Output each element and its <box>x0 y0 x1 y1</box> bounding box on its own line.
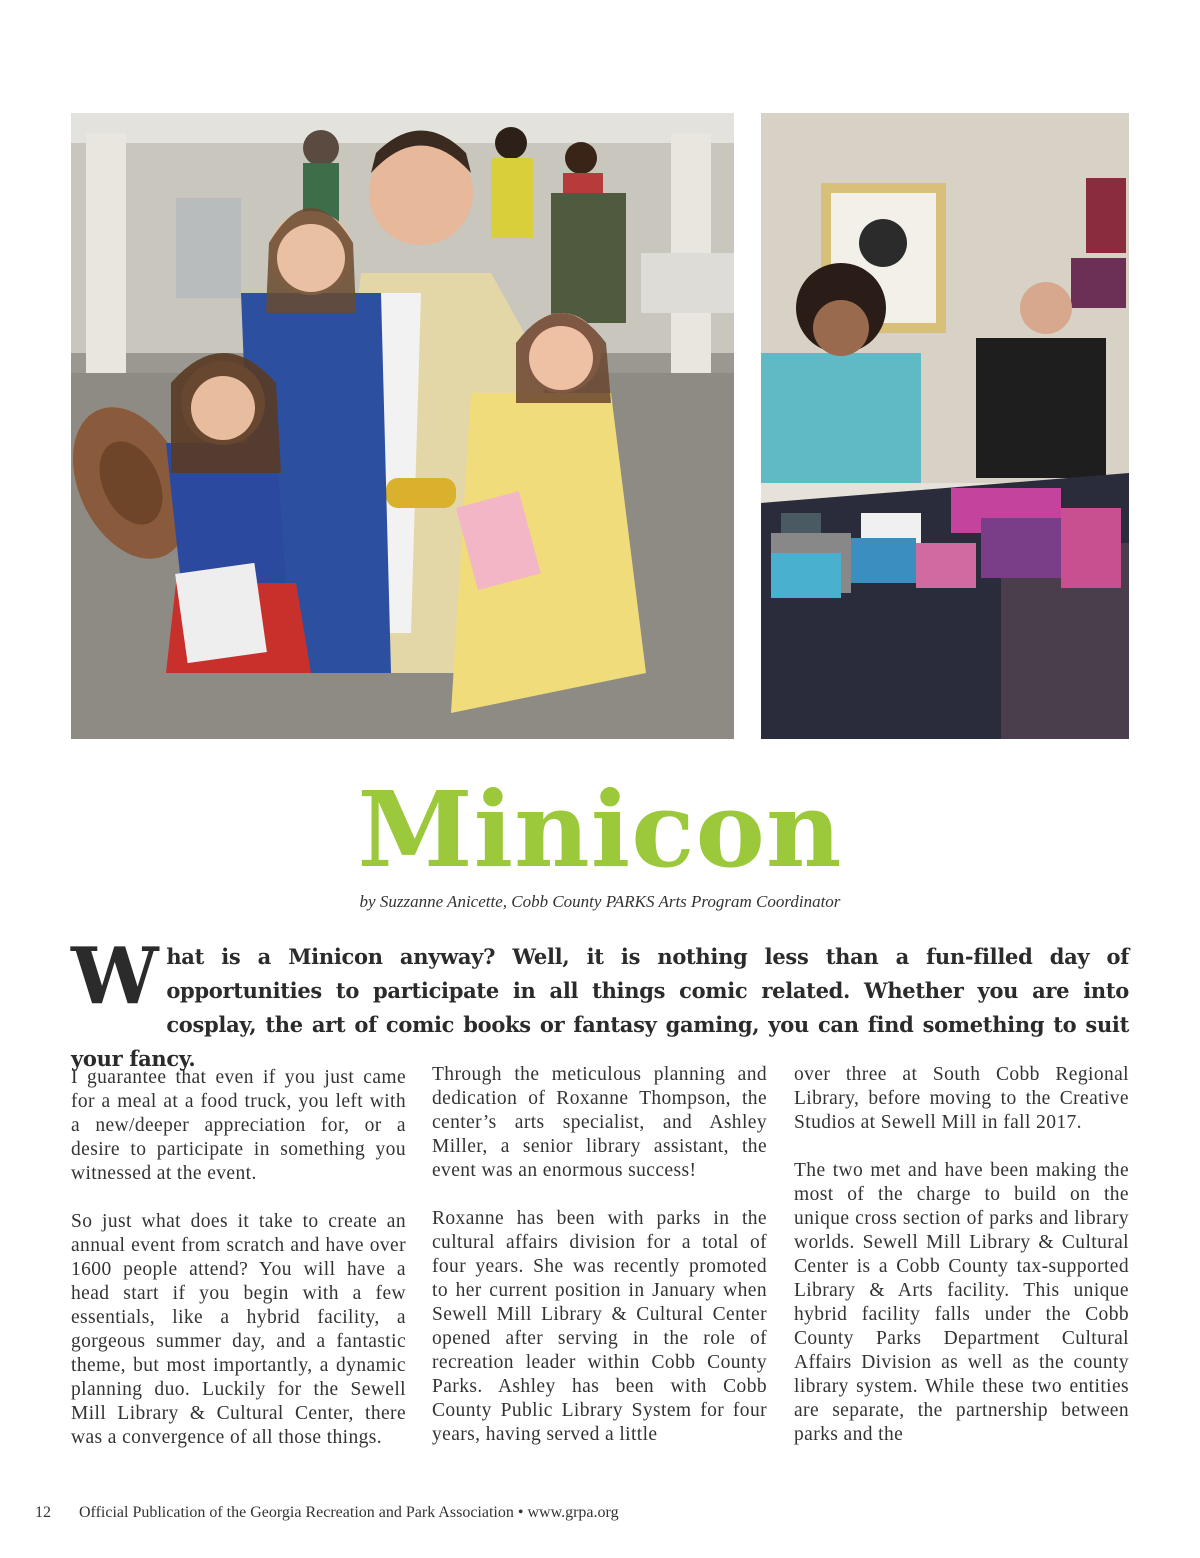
cosplay-photo <box>71 113 734 739</box>
paragraph: Roxanne has been with parks in the cultural affairs division for a total of four years. She was recently promoted to her current position in January when Sewell Mill Library & Cultural Center opened after serving in the role of recreation leader within Cobb County Parks. Ashley has been with Cobb County Public Library System for four years, having served a little <box>432 1208 767 1445</box>
article-title: Minicon <box>357 768 843 891</box>
page-number: 12 <box>35 1504 51 1521</box>
website-link[interactable]: www.grpa.org <box>527 1504 619 1521</box>
footer-separator: • <box>517 1504 524 1521</box>
intro-text: hat is a Minicon anyway? Well, it is nothing less than a fun-filled day of opportunities to participate in all things comic related. Whether you are into cosplay, the art of comic books or fantasy gaming, you can find something to suit your fancy. <box>71 944 1129 1071</box>
paragraph: So just what does it take to create an annual event from scratch and have over 1600 people attend? You will have a head start if you begin with a few essentials, like a hybrid facility, a gorgeous summer day, and a fantastic theme, but most importantly, a dynamic planning duo. Luckily for the Sewell Mill Library & Cultural Center, there was a convergence of all those things. <box>71 1211 406 1448</box>
publication-name: Official Publication of the Georgia Recreation and Park Association <box>79 1504 514 1521</box>
paragraph: over three at South Cobb Regional Library, before moving to the Creative Studios at Sewell Mill in fall 2017. <box>794 1064 1129 1133</box>
article-intro <box>71 931 1129 1076</box>
article-column-2 <box>432 1063 767 1471</box>
artists-table-photo <box>761 113 1129 739</box>
paragraph: Through the meticulous planning and dedication of Roxanne Thompson, the center’s arts specialist, and Ashley Miller, a senior library assistant, the event was an enormous success! <box>432 1064 767 1181</box>
article-column-3 <box>794 1063 1129 1471</box>
article-column-1 <box>71 1066 406 1474</box>
drop-cap: W <box>71 931 159 1022</box>
page-footer <box>35 1504 619 1522</box>
paragraph: I guarantee that even if you just came for a meal at a food truck, you left with a new/deeper appreciation for, or a desire to participate in something you witnessed at the event. <box>71 1067 406 1184</box>
article-byline: by Suzzanne Anicette, Cobb County PARKS Arts Program Coordinator <box>359 892 841 911</box>
paragraph: The two met and have been making the most of the charge to build on the unique cross section of parks and library worlds. Sewell Mill Library & Cultural Center is a Cobb County tax-supported Library & Arts facility. This unique hybrid facility falls under the Cobb County Parks Department Cultural Affairs Division as well as the county library system. While these two entities are separate, the partnership between parks and the <box>794 1160 1129 1445</box>
